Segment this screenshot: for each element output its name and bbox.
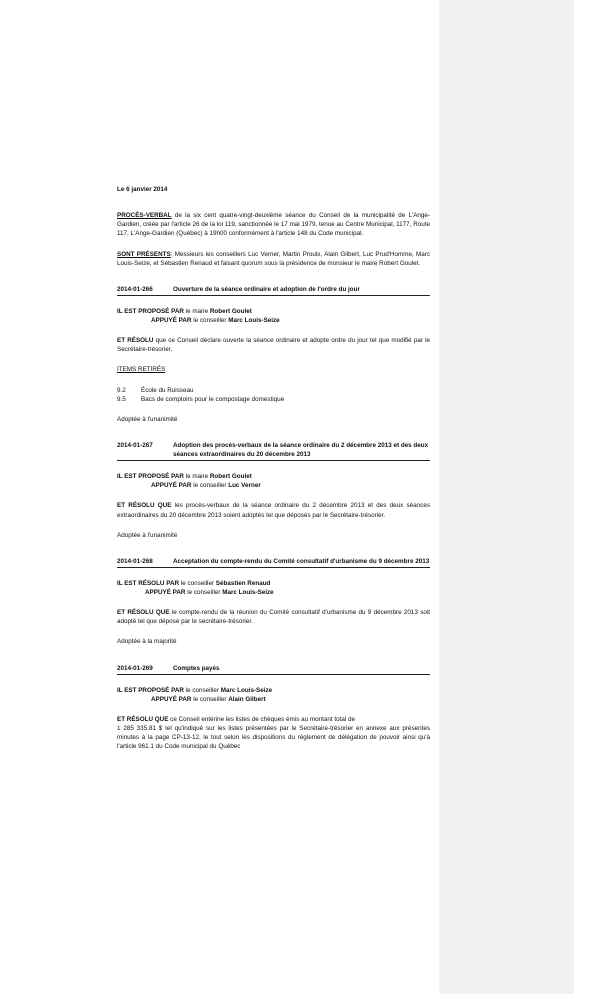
- present-label: SONT PRÉSENTS: [117, 250, 171, 258]
- item-number: 9.2: [117, 386, 126, 394]
- resolved-paragraph: [117, 336, 430, 354]
- seconder-name: Luc Verner: [228, 482, 261, 490]
- resolution-header: [117, 664, 430, 675]
- seconder-name: Marc Louis-Seize: [228, 317, 280, 324]
- seconder-role: le conseiller: [191, 317, 229, 324]
- resolution-number: 2014-01-269: [117, 664, 153, 672]
- proposer-name: Robert Goulet: [209, 473, 252, 481]
- proposer-line: [117, 472, 430, 481]
- proposer-label: IL EST PROPOSÉ PAR: [117, 307, 184, 315]
- proposer-line: [117, 686, 430, 695]
- item-text: Bacs de comptoirs pour le compostage domestique: [141, 395, 285, 403]
- adoption-line: Adoptée à l'unanimité: [117, 415, 178, 423]
- resolved-label: ET RÉSOLU: [117, 337, 154, 345]
- resolved-text: ce Conseil entérine les listes de chèques émis au montant total de: [168, 715, 356, 723]
- seconder-name: Marc Louis-Seize: [222, 589, 274, 596]
- resolved-label: ET RÉSOLU QUE: [117, 609, 170, 617]
- resolution-title: Comptes payés: [173, 664, 220, 672]
- resolution-title: Ouverture de la séance ordinaire et adoption de l'ordre du jour: [173, 285, 360, 293]
- adoption-line: Adoptée à l'unanimité: [117, 531, 178, 539]
- resolved-paragraph: [117, 608, 430, 626]
- proposer-role: le conseiller: [183, 686, 221, 694]
- seconder-label: APPUYÉ PAR: [145, 589, 186, 596]
- resolved-text: que ce Conseil déclare ouverte la séance ordinaire et adopte ordre du jour tel que modifié par le Secrétaire-trésorier.: [117, 337, 430, 354]
- resolution-number: 2014-01-266: [117, 285, 153, 293]
- resolved-text: les procès-verbaux de la séance ordinaire du 2 décembre 2013 et des deux séances extraordinaires du 20 décembre 2013 soient adoptés tel que déposés par le Secrétaire-trésorier.: [117, 502, 430, 519]
- document-body: [117, 185, 430, 751]
- resolved-paragraph: [117, 501, 430, 519]
- seconder-role: le conseiller: [191, 695, 229, 703]
- seconder-label: APPUYÉ PAR: [151, 482, 192, 490]
- seconder-role: le conseiller: [191, 482, 229, 490]
- proposer-label: IL EST PROPOSÉ PAR: [117, 686, 184, 694]
- list-item: [117, 386, 430, 395]
- item-text: École du Ruisseau: [141, 386, 194, 394]
- seconder-line: [117, 588, 430, 597]
- items-heading: ITEMS RETIRÉS: [117, 366, 166, 374]
- pv-label: PROCÈS-VERBAL: [117, 212, 172, 220]
- date-line: Le 6 janvier 2014: [117, 186, 168, 193]
- resolution-number: 2014-01-268: [117, 557, 153, 565]
- proposer-label: IL EST PROPOSÉ PAR: [117, 473, 184, 481]
- resolution-number: 2014-01-267: [117, 441, 153, 449]
- proposer-name: Marc Louis-Seize: [220, 686, 273, 694]
- proposer-label: IL EST RÉSOLU PAR: [117, 579, 180, 587]
- resolution-header: [117, 441, 430, 461]
- pv-text: de la six cent quatre-vingt-deuxième séance du Conseil de la municipalité de L'Ange-Gardien, créée par l'article 26 de la loi 119, sanctionnée le 17 mai 1979, tenue au Centre Municipal, 1177, Route 117, L'Ange-Gardien (Québec) à 19h00 conformément à l'article 148 du Code municipal.: [117, 212, 430, 238]
- proposer-role: le maire: [183, 307, 210, 315]
- seconder-label: APPUYÉ PAR: [151, 317, 192, 324]
- seconder-line: [117, 481, 430, 490]
- proposer-role: le conseiller: [179, 579, 216, 587]
- resolved-label: ET RÉSOLU QUE: [117, 502, 172, 510]
- resolved-continuation: 1 285 335.81 $ tel qu'indiqué sur les listes présentées par le Secrétaire-trésorier en annexe aux présentes minutes à la page CP-13-12, le tout selon les dispositions du règlement de délégation de pouvoir ainsi qu'à l'article 961.1 du Code municipal du Québec: [117, 725, 430, 751]
- proposer-name: Sébastien Renaud: [215, 579, 271, 587]
- proposer-line: [117, 579, 430, 588]
- list-item: [117, 395, 430, 404]
- present-paragraph: [117, 250, 430, 268]
- resolution-header: [117, 285, 430, 296]
- comment-margin-panel: [439, 0, 574, 994]
- resolved-text: le compte-rendu de la réunion du Comité consultatif d'urbanisme du 9 décembre 2013 soit adopté tel que déposé par le secrétaire-trésorier.: [117, 609, 430, 626]
- seconder-role: le conseiller: [185, 589, 223, 596]
- seconder-label: APPUYÉ PAR: [151, 695, 192, 703]
- resolution-header: [117, 557, 430, 568]
- resolution-title: Acceptation du compte-rendu du Comité consultatif d'urbanisme du 9 décembre 2013: [173, 557, 430, 565]
- intro-paragraph: [117, 211, 430, 238]
- item-number: 9.5: [117, 395, 126, 403]
- resolved-label: ET RÉSOLU QUE: [117, 715, 169, 723]
- seconder-name: Alain Gilbert: [228, 695, 266, 703]
- proposer-name: Robert Goulet: [209, 307, 252, 315]
- proposer-line: [117, 307, 430, 316]
- present-text: : Messieurs les conseillers Luc Verner, Martin Proulx, Alain Gilbert, Luc Prud'Homme, Marc Louis-Seize, et Sébastien Renaud et faisant quorum sous la présidence de monsieur le maire Robert Goulet.: [117, 250, 431, 267]
- resolved-paragraph: [117, 715, 430, 724]
- seconder-line: [117, 316, 430, 325]
- proposer-role: le maire: [183, 473, 210, 481]
- adoption-line: Adoptée à la majorité: [117, 638, 177, 646]
- seconder-line: [117, 695, 430, 704]
- resolution-title: Adoption des procès-verbaux de la séance ordinaire du 2 décembre 2013 et des deux séances extraordinaires du 20 décembre 2013: [173, 441, 429, 458]
